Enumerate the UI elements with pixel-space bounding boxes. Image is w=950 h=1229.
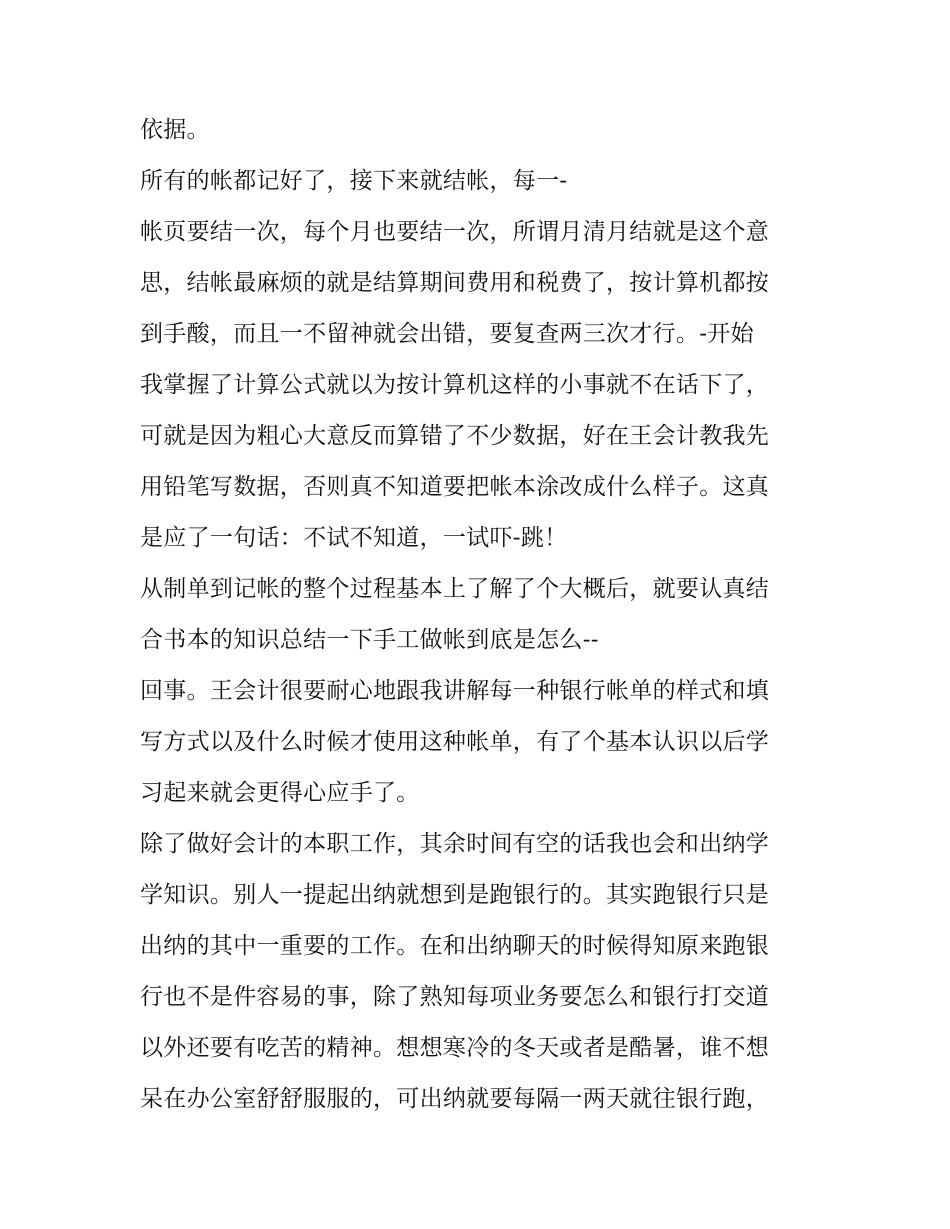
text-line: 依据。 [140,117,210,143]
text-line: 用铅笔写数据，否则真不知道要把帐本涂改成什么样子。这真 [140,474,770,500]
text-line: 合书本的知识总结一下手工做帐到底是怎么-- [140,627,599,653]
text-line: 我掌握了计算公式就以为按计算机这样的小事就不在话下了， [140,372,770,398]
text-line: 呆在办公室舒舒服服的，可出纳就要每隔一两天就往银行跑， [140,1086,770,1112]
text-line: 思，结帐最麻烦的就是结算期间费用和税费了，按计算机都按 [140,270,770,296]
text-line: 学知识。别人一提起出纳就想到是跑银行的。其实跑银行只是 [140,882,770,908]
text-line: 从制单到记帐的整个过程基本上了解了个大概后，就要认真结 [140,576,770,602]
text-line: 以外还要有吃苦的精神。想想寒冷的冬天或者是酷暑，谁不想 [140,1035,770,1061]
text-line: 出纳的其中一重要的工作。在和出纳聊天的时候得知原来跑银 [140,933,770,959]
text-line: 是应了一句话：不试不知道，一试吓-跳！ [140,525,568,551]
text-line: 可就是因为粗心大意反而算错了不少数据，好在王会计教我先 [140,423,770,449]
text-line: 写方式以及什么时候才使用这种帐单，有了个基本认识以后学 [140,729,770,755]
text-line: 所有的帐都记好了，接下来就结帐，每一- [140,168,568,194]
text-line: 到手酸，而且一不留神就会出错，要复查两三次才行。-开始 [140,321,754,347]
body-text [140,107,830,1127]
text-line: 除了做好会计的本职工作，其余时间有空的话我也会和出纳学 [140,831,770,857]
text-line: 行也不是件容易的事，除了熟知每项业务要怎么和银行打交道 [140,984,770,1010]
text-line: 习起来就会更得心应手了。 [140,780,420,806]
text-line: 帐页要结一次，每个月也要结一次，所谓月清月结就是这个意 [140,219,770,245]
text-line: 回事。王会计很要耐心地跟我讲解每一种银行帐单的样式和填 [140,678,770,704]
